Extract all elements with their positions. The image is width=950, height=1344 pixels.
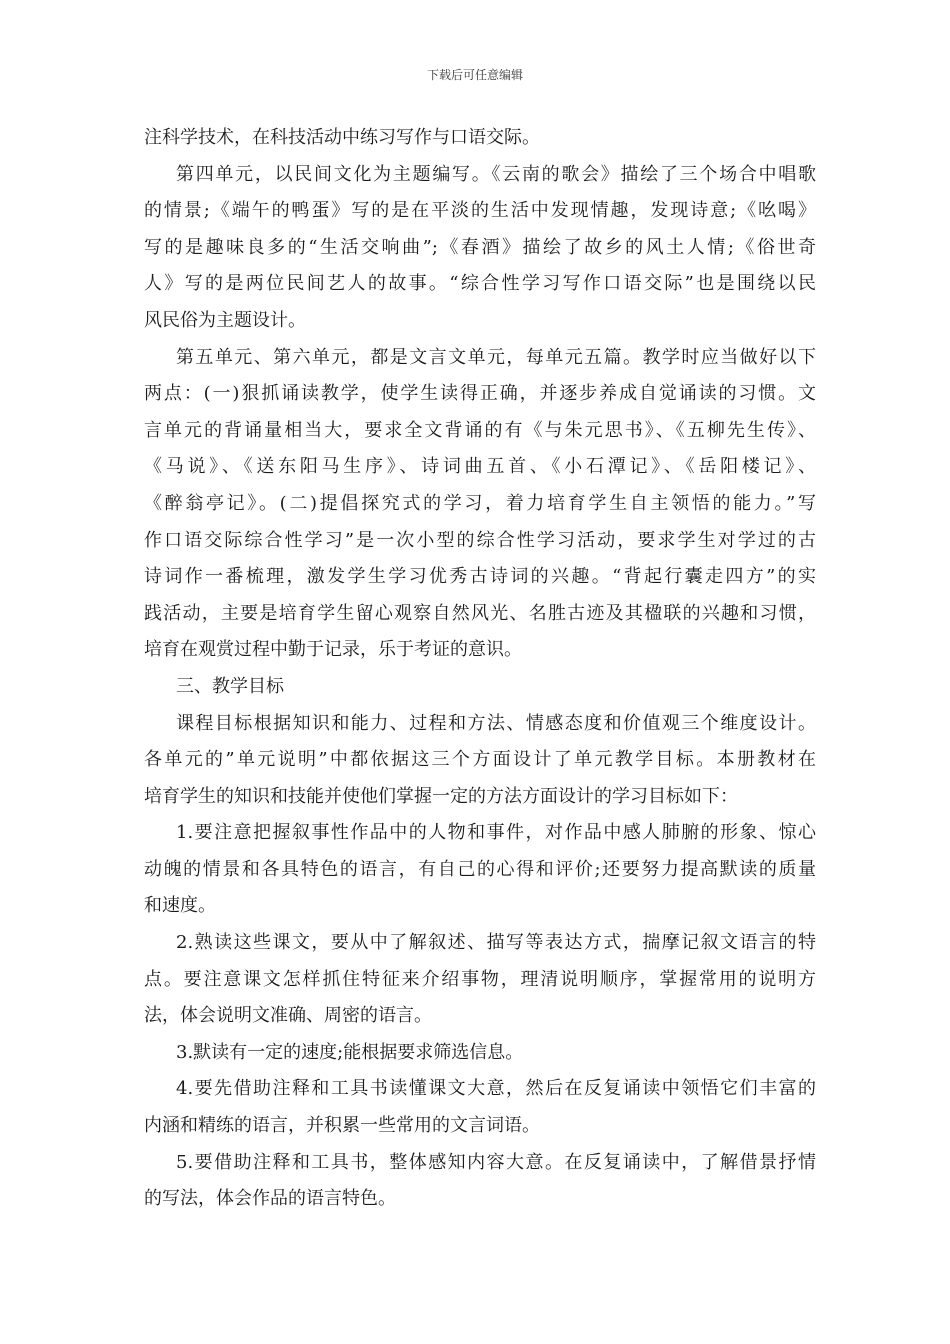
text-line: 1.要注意把握叙事性作品中的人物和事件，对作品中感人肺腑的形象、惊心	[176, 822, 816, 844]
text-line: 《醉翁亭记》。(二)提倡探究式的学习，着力培育学生自主领悟的能力。”写	[144, 492, 816, 514]
page-header: 下载后可任意编辑	[426, 68, 523, 82]
text-line: 2.熟读这些课文，要从中了解叙述、描写等表达方式，揣摩记叙文语言的特	[176, 932, 816, 954]
document-body	[144, 120, 816, 1218]
text-line: 两点：(一)狠抓诵读教学，使学生读得正确，并逐步养成自觉诵读的习惯。文	[144, 383, 816, 405]
text-line: 作口语交际综合性学习”是一次小型的综合性学习活动，要求学生对学过的古	[144, 529, 816, 551]
text-line: 践活动，主要是培育学生留心观察自然风光、名胜古迹及其楹联的兴趣和习惯，	[144, 602, 816, 624]
text-line: 诗词作一番梳理，激发学生学习优秀古诗词的兴趣。“背起行囊走四方”的实	[144, 566, 816, 588]
text-line: 培育在观赏过程中勤于记录，乐于考证的意识。	[144, 639, 522, 661]
text-line: 《马说》、《送东阳马生序》、诗词曲五首、《小石潭记》、《岳阳楼记》、	[144, 456, 816, 478]
text-line: 第五单元、第六单元，都是文言文单元，每单元五篇。教学时应当做好以下	[176, 346, 816, 368]
text-line: 课程目标根据知识和能力、过程和方法、情感态度和价值观三个维度设计。	[176, 712, 816, 734]
text-line: 言单元的背诵量相当大，要求全文背诵的有《与朱元思书》、《五柳先生传》、	[144, 419, 816, 441]
text-line: 点。要注意课文怎样抓住特征来介绍事物，理清说明顺序，掌握常用的说明方	[144, 968, 816, 990]
text-line: 4.要先借助注释和工具书读懂课文大意，然后在反复诵读中领悟它们丰富的	[176, 1078, 816, 1100]
text-line: 的写法，体会作品的语言特色。	[144, 1188, 396, 1210]
text-line: 3.默读有一定的速度;能根据要求筛选信息。	[176, 1041, 524, 1063]
text-line: 写的是趣味良多的“生活交响曲”;《春酒》描绘了故乡的风土人情;《俗世奇	[144, 236, 816, 258]
text-line: 内涵和精练的语言，并积累一些常用的文言词语。	[144, 1115, 540, 1137]
text-line: 法，体会说明文准确、周密的语言。	[144, 1005, 432, 1027]
text-line: 人》写的是两位民间艺人的故事。“综合性学习写作口语交际”也是围绕以民	[144, 273, 816, 295]
text-line: 动魄的情景和各具特色的语言，有自己的心得和评价;还要努力提高默读的质量	[144, 858, 816, 880]
text-line: 培育学生的知识和技能并使他们掌握一定的方法方面设计的学习目标如下：	[144, 785, 738, 807]
text-line: 的情景;《端午的鸭蛋》写的是在平淡的生活中发现情趣，发现诗意;《吆喝》	[144, 200, 816, 222]
text-line: 三、教学目标	[176, 675, 284, 697]
text-line: 和速度。	[144, 895, 216, 917]
text-line: 注科学技术，在科技活动中练习写作与口语交际。	[144, 127, 540, 148]
text-line: 第四单元，以民间文化为主题编写。《云南的歌会》描绘了三个场合中唱歌	[176, 163, 816, 185]
text-line: 风民俗为主题设计。	[144, 309, 306, 331]
text-line: 各单元的”单元说明”中都依据这三个方面设计了单元教学目标。本册教材在	[144, 749, 816, 771]
text-line: 5.要借助注释和工具书，整体感知内容大意。在反复诵读中，了解借景抒情	[176, 1151, 816, 1173]
